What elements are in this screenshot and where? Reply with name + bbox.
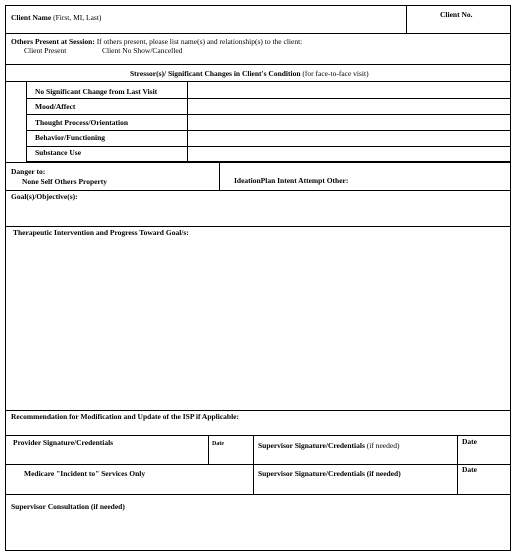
stressors-title: Stressor(s)/ Significant Changes in Client's Condition	[130, 69, 301, 78]
client-present-option[interactable]: Client Present	[24, 46, 67, 55]
intervention-label: Therapeutic Intervention and Progress Toward Goal/s:	[13, 228, 189, 237]
provider-date-label[interactable]: Date	[212, 441, 224, 447]
stressor-row	[26, 147, 510, 162]
signature-row-1	[6, 436, 510, 465]
danger-row	[6, 163, 510, 191]
consultation-label: Supervisor Consultation (if needed)	[11, 502, 125, 511]
stressor-row	[26, 115, 510, 131]
others-present-label: Others Present at Session:	[11, 37, 95, 46]
consultation-row[interactable]	[6, 495, 510, 551]
client-name-field[interactable]	[11, 13, 101, 22]
medicare-label[interactable]: Medicare "Incident to" Services Only	[24, 469, 146, 478]
client-no-show-option[interactable]: Client No Show/Cancelled	[102, 46, 183, 55]
stressor-row	[26, 99, 510, 115]
stressor-row	[26, 131, 510, 147]
goals-label: Goal(s)/Objective(s):	[11, 192, 78, 201]
provider-signature-label[interactable]: Provider Signature/Credentials	[13, 438, 114, 447]
client-name-hint: (First, MI, Last)	[53, 13, 102, 22]
client-name-row	[6, 6, 510, 34]
supervisor-signature-label-2[interactable]: Supervisor Signature/Credentials (if needed)	[258, 469, 401, 478]
stressor-label-no-change: No Significant Change from Last Visit	[35, 87, 158, 96]
client-no-label[interactable]: Client No.	[440, 10, 473, 19]
intervention-row[interactable]	[6, 227, 510, 411]
others-present-instruction: If others present, please list name(s) and relationship(s) to the client:	[96, 37, 303, 46]
stressor-row	[26, 82, 510, 99]
client-name-label: Client Name	[11, 13, 52, 22]
stressor-label-thought: Thought Process/Orientation	[35, 118, 128, 127]
others-present-row	[6, 34, 510, 65]
recommendation-row[interactable]	[6, 411, 510, 436]
supervisor-signature-label-1[interactable]: Supervisor Signature/Credentials (if needed)	[258, 441, 400, 450]
stressor-label-mood: Mood/Affect	[35, 102, 76, 111]
stressor-label-behavior: Behavior/Functioning	[35, 133, 106, 142]
danger-options[interactable]: None Self Others Property	[22, 177, 108, 186]
stressors-title-row	[6, 65, 510, 82]
danger-label: Danger to:	[11, 167, 46, 176]
supervisor-date-label-1[interactable]: Date	[462, 437, 477, 446]
ideation-options[interactable]: IdeationPlan Intent Attempt Other:	[234, 176, 349, 185]
goals-row[interactable]	[6, 191, 510, 227]
signature-row-2	[6, 465, 510, 495]
stressors-title-note: (for face-to-face visit)	[302, 69, 369, 78]
recommendation-label: Recommendation for Modification and Update of the ISP if Applicable:	[11, 412, 239, 421]
progress-note-form	[5, 5, 511, 551]
stressor-label-substance: Substance Use	[35, 148, 82, 157]
supervisor-date-label-2[interactable]: Date	[462, 465, 477, 474]
